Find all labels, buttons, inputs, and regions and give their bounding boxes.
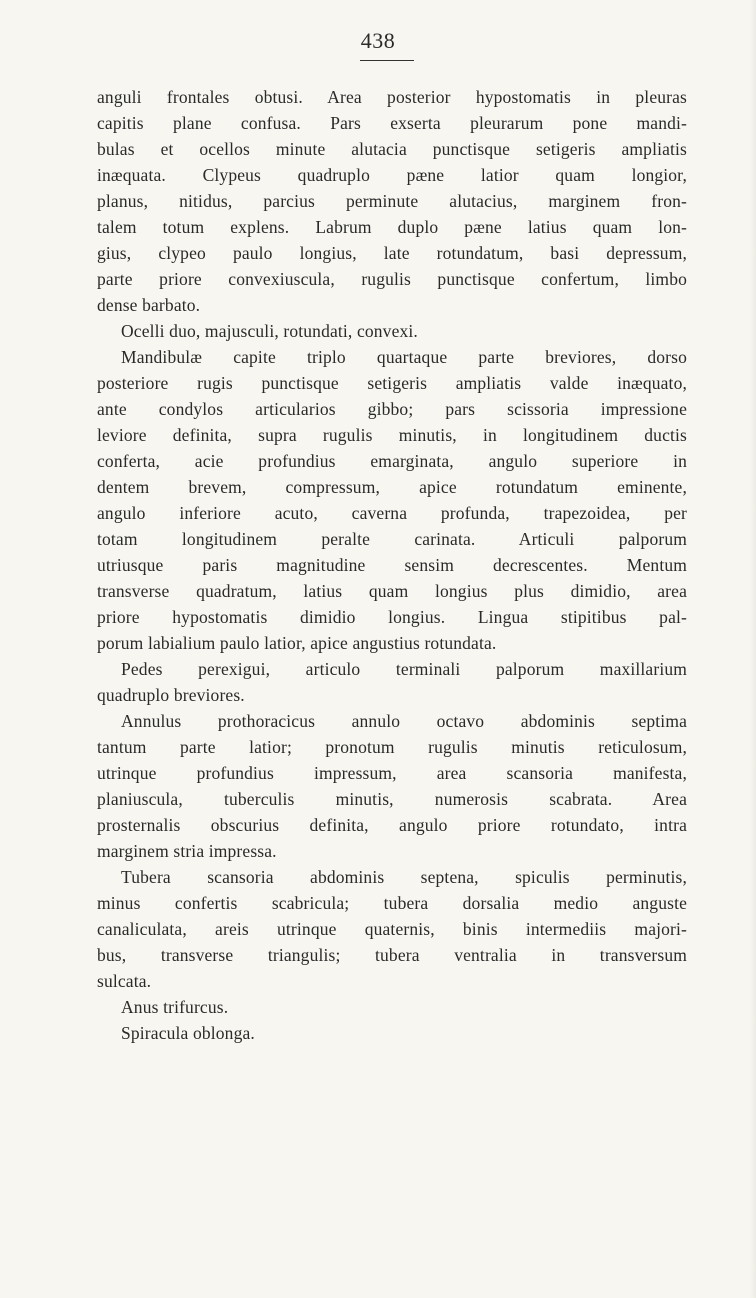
page-edge-shadow	[750, 0, 756, 1298]
page-number-underline	[360, 60, 414, 61]
paragraph-mandibulae	[97, 344, 687, 656]
text-line: posteriore rugis punctisque setigeris ampliatis valde inæquato,	[97, 373, 687, 393]
text-line: gius, clypeo paulo longius, late rotundatum, basi depressum,	[97, 243, 687, 263]
text-line: Anus trifurcus.	[121, 997, 229, 1017]
text-line: planus, nitidus, parcius perminute alutacius, marginem fron-	[97, 191, 687, 211]
text-line: totam longitudinem peralte carinata. Articuli palporum	[97, 529, 687, 549]
text-line: Tubera scansoria abdominis septena, spiculis perminutis,	[121, 867, 687, 887]
text-line: bus, transverse triangulis; tubera ventralia in transversum	[97, 945, 687, 965]
text-line: parte priore convexiuscula, rugulis punctisque confertum, limbo	[97, 269, 687, 289]
text-line: quadruplo breviores.	[97, 685, 245, 705]
text-line: conferta, acie profundius emarginata, angulo superiore in	[97, 451, 687, 471]
text-line: tantum parte latior; pronotum rugulis minutis reticulosum,	[97, 737, 687, 757]
text-line: dentem brevem, compressum, apice rotundatum eminente,	[97, 477, 687, 497]
text-line: planiuscula, tuberculis minutis, numerosis scabrata. Area	[97, 789, 687, 809]
paragraph-ocelli	[97, 318, 687, 344]
text-line: ante condylos articularios gibbo; pars scissoria impressione	[97, 399, 687, 419]
text-line: anguli frontales obtusi. Area posterior hypostomatis in pleuras	[97, 87, 687, 107]
text-line: prosternalis obscurius definita, angulo priore rotundato, intra	[97, 815, 687, 835]
text-line: bulas et ocellos minute alutacia punctisque setigeris ampliatis	[97, 139, 687, 159]
text-line: sulcata.	[97, 971, 152, 991]
paragraph-spiracula	[97, 1020, 687, 1046]
text-line: minus confertis scabricula; tubera dorsalia medio anguste	[97, 893, 687, 913]
text-line: dense barbato.	[97, 295, 201, 315]
paragraph-anus	[97, 994, 687, 1020]
text-line: capitis plane confusa. Pars exserta pleurarum pone mandi-	[97, 113, 687, 133]
paragraph-annulus	[97, 708, 687, 864]
text-line: talem totum explens. Labrum duplo pæne latius quam lon-	[97, 217, 687, 237]
text-line: Spiracula oblonga.	[121, 1023, 255, 1043]
text-line: Pedes perexigui, articulo terminali palporum maxillarium	[121, 659, 687, 679]
text-line: inæquata. Clypeus quadruplo pæne latior quam longior,	[97, 165, 687, 185]
text-line: transverse quadratum, latius quam longius plus dimidio, area	[97, 581, 687, 601]
paragraph-head-description	[97, 84, 687, 318]
text-line: Mandibulæ capite triplo quartaque parte breviores, dorso	[121, 347, 687, 367]
text-line: priore hypostomatis dimidio longius. Lingua stipitibus pal-	[97, 607, 687, 627]
text-line: porum labialium paulo latior, apice angustius rotundata.	[97, 633, 497, 653]
text-line: Ocelli duo, majusculi, rotundati, convexi.	[121, 321, 418, 341]
text-line: Annulus prothoracicus annulo octavo abdominis septima	[121, 711, 687, 731]
text-line: canaliculata, areis utrinque quaternis, binis intermediis majori-	[97, 919, 687, 939]
text-line: utrinque profundius impressum, area scansoria manifesta,	[97, 763, 687, 783]
paragraph-tubera	[97, 864, 687, 994]
text-line: angulo inferiore acuto, caverna profunda, trapezoidea, per	[97, 503, 687, 523]
paragraph-pedes	[97, 656, 687, 708]
page-number: 438	[360, 28, 396, 53]
text-line: leviore definita, supra rugulis minutis, in longitudinem ductis	[97, 425, 687, 445]
text-line: utriusque paris magnitudine sensim decrescentes. Mentum	[97, 555, 687, 575]
text-line: marginem stria impressa.	[97, 841, 277, 861]
body-text	[97, 84, 687, 1046]
